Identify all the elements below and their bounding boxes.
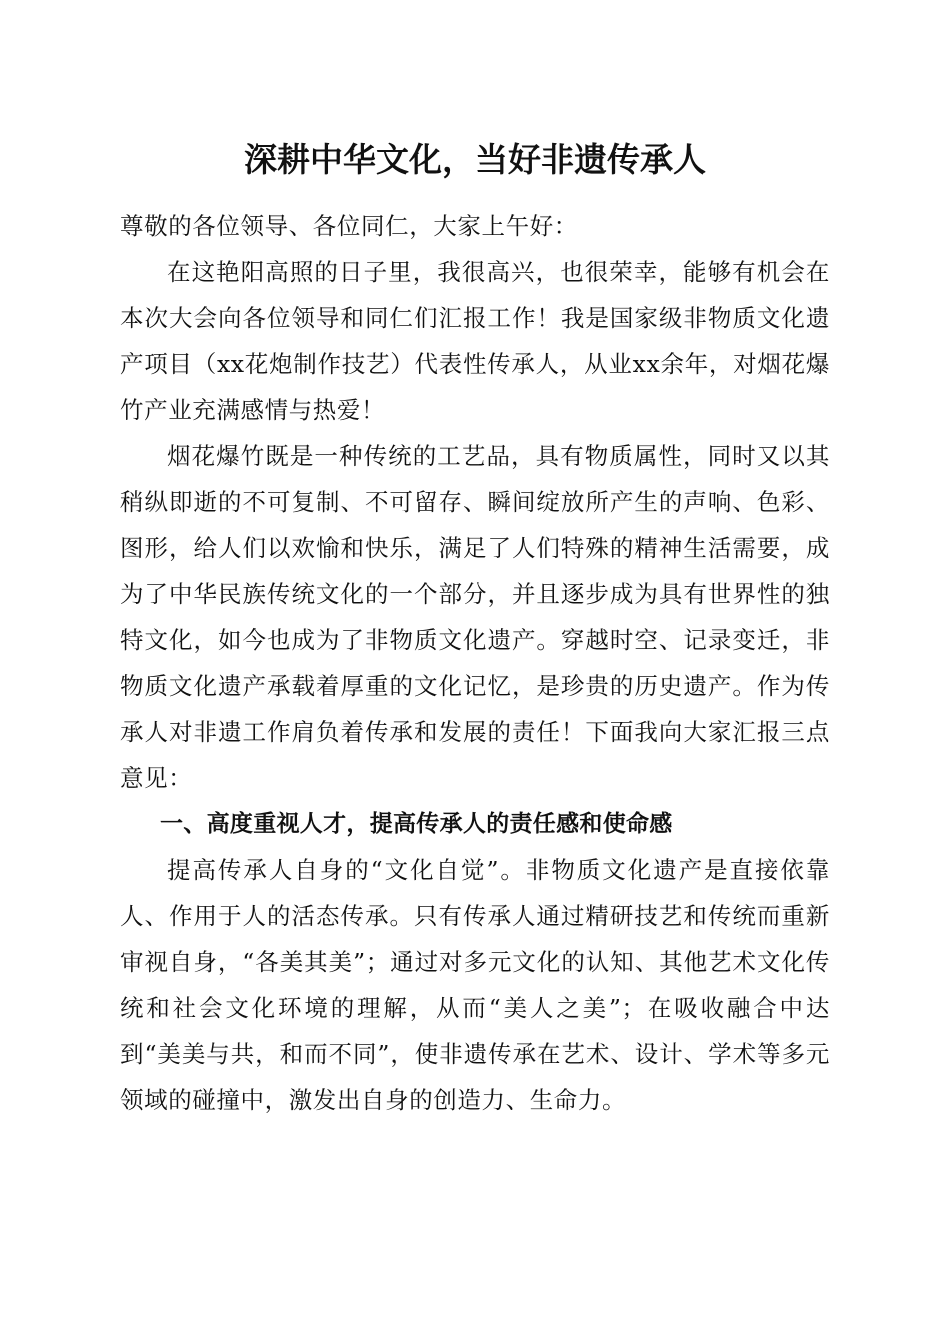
paragraph-fireworks: 烟花爆竹既是一种传统的工艺品，具有物质属性，同时又以其稍纵即逝的不可复制、不可留存、瞬间绽放所产生的声响、色彩、图形，给人们以欢愉和快乐，满足了人们特殊的精神生活需要，成为了中华民族传统文化的一个部分，并且逐步成为具有世界性的独特文化，如今也成为了非物质文化遗产。穿越时空、记录变迁，非物质文化遗产承载着厚重的文化记忆，是珍贵的历史遗产。作为传承人对非遗工作肩负着传承和发展的责任！下面我向大家汇报三点意见： [120, 442, 830, 792]
section-heading-1: 一、高度重视人才，提高传承人的责任感和使命感 [160, 811, 673, 837]
paragraph-intro: 在这艳阳高照的日子里，我很高兴，也很荣幸，能够有机会在本次大会向各位领导和同仁们汇报工作！我是国家级非物质文化遗产项目（xx花炮制作技艺）代表性传承人，从业xx余年，对烟花爆竹产业充满感情与热爱！ [120, 258, 830, 424]
salutation: 尊敬的各位领导、各位同仁，大家上午好： [120, 212, 578, 240]
document-body [120, 203, 830, 1123]
document-title: 深耕中华文化，当好非遗传承人 [244, 140, 706, 179]
section-1-paragraph: 提高传承人自身的“文化自觉”。非物质文化遗产是直接依靠人、作用于人的活态传承。只有传承人通过精研技艺和传统而重新审视自身，“各美其美”；通过对多元文化的认知、其他艺术文化传统和社会文化环境的理解，从而“美人之美”；在吸收融合中达到“美美与共，和而不同”，使非遗传承在艺术、设计、学术等多元领域的碰撞中，激发出自身的创造力、生命力。 [120, 856, 830, 1114]
